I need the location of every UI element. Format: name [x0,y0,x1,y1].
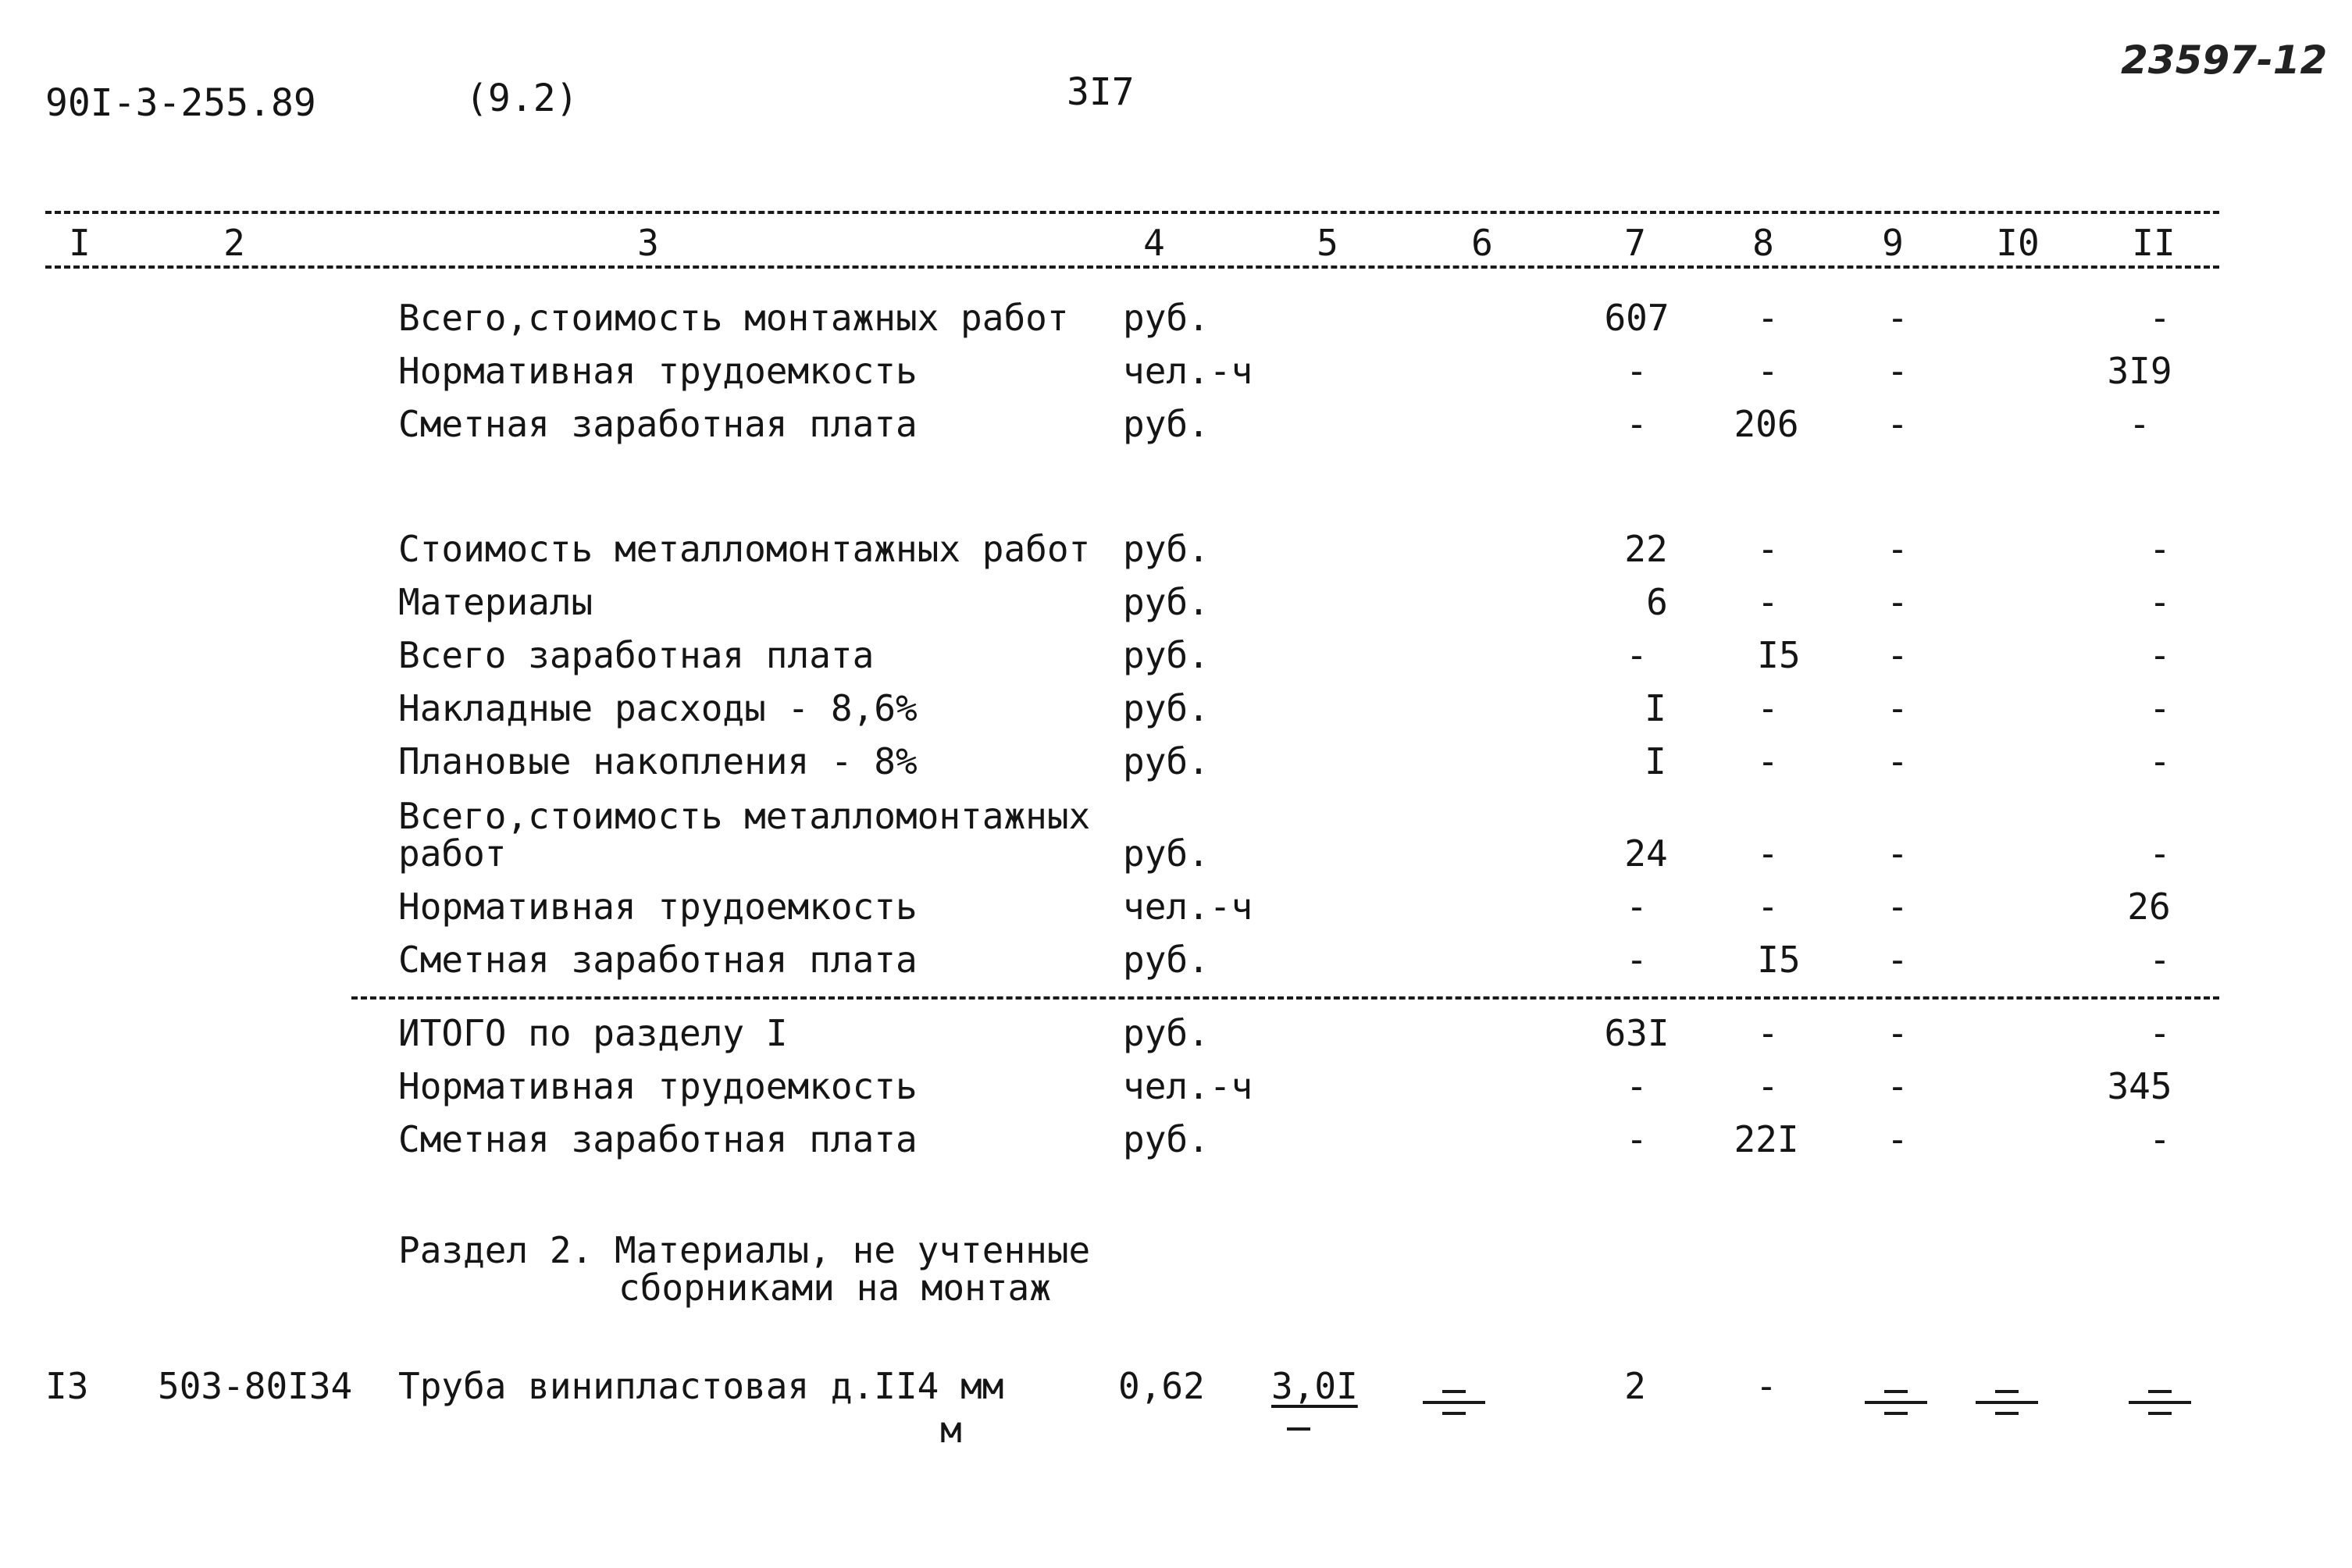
cell-col8: - [1757,1012,1779,1054]
cell-col7: - [1626,350,1648,392]
row-label: Нормативная трудоемкость [398,1065,918,1107]
cell-col9: - [1887,1118,1908,1160]
cell-col7: 22 [1624,528,1668,570]
section-2-subtitle: сборниками на монтаж [618,1267,1051,1309]
row-unit: руб. [1123,1118,1210,1160]
row-label: Плановые накопления - 8% [398,740,918,782]
cell-col8: I5 [1757,939,1801,981]
cell-col8: - [1757,528,1779,570]
cell-col11: - [2149,1118,2171,1160]
cell-col11: - [2129,403,2151,445]
col-header-1: I [69,222,91,264]
cell-col7: 24 [1624,832,1668,875]
cell-col8: - [1757,832,1779,875]
col-header-10: I0 [1996,222,2040,264]
row-unit: руб. [1123,528,1210,570]
row-label: Всего заработная плата [398,634,875,676]
cell-col7: - [1626,403,1648,445]
col-header-11: II [2132,222,2176,264]
cell-col7: 2 [1624,1365,1646,1407]
item-position-number: I3 [45,1365,89,1407]
cell-col8: - [1757,886,1779,928]
col-header-2: 2 [223,222,245,264]
cell-col8: - [1757,350,1779,392]
item-price-code: 503-80I34 [158,1365,353,1407]
cell-col9: - [1887,832,1908,875]
col-header-8: 8 [1752,222,1774,264]
cell-col11: - [2149,740,2171,782]
row-label: Нормативная трудоемкость [398,350,918,392]
cell-col9: - [1887,297,1908,339]
section-reference: (9.2) [465,77,579,120]
cell-col8: I5 [1757,634,1801,676]
price-blank-mark [1287,1427,1318,1431]
row-label: Материалы [398,581,593,623]
cell-col7: 6 [1646,581,1668,623]
cell-col11: - [2149,297,2171,339]
subtotal-rule [351,996,2219,1000]
cell-col9: - [1887,403,1908,445]
row-label: Накладные расходы - 8,6% [398,687,918,729]
cell-col7: 63I [1604,1012,1670,1054]
cell-col8: 22I [1734,1118,1799,1160]
page-number: 3I7 [1067,70,1135,114]
row-unit: руб. [1123,403,1210,445]
cell-col11: - [2149,687,2171,729]
cell-col11: - [2149,581,2171,623]
row-label-continuation: работ [398,832,507,875]
item-unit-price: 3,0I [1271,1365,1358,1407]
row-label: Нормативная трудоемкость [398,886,918,928]
cell-col9: - [1887,886,1908,928]
row-label: ИТОГО по разделу I [398,1012,788,1054]
row-label: Всего,стоимость монтажных работ [398,297,1069,339]
row-unit: чел.-ч [1123,886,1253,928]
cell-col9: - [1887,1065,1908,1107]
row-unit: руб. [1123,687,1210,729]
cell-col11: 26 [2127,886,2171,928]
item-name: Труба винипластовая д.II4 мм [398,1365,1004,1407]
cell-col9: - [1887,740,1908,782]
row-label: Сметная заработная плата [398,1118,918,1160]
row-unit: руб. [1123,297,1210,339]
col-header-5: 5 [1317,222,1338,264]
blank-fraction-col6 [1423,1390,1485,1415]
archive-number: 23597-12 [2121,37,2328,83]
col-header-3: 3 [637,222,659,264]
header-top-rule [45,211,2219,214]
row-unit: руб. [1123,939,1210,981]
cell-col11: - [2149,1012,2171,1054]
col-header-7: 7 [1624,222,1646,264]
row-unit: руб. [1123,1012,1210,1054]
cell-col8: - [1757,1065,1779,1107]
cell-col11: - [2149,528,2171,570]
cell-col8: - [1757,740,1779,782]
cell-col7: 607 [1604,297,1670,339]
item-quantity: 0,62 [1118,1365,1205,1407]
cell-col9: - [1887,528,1908,570]
document-code: 90I-3-255.89 [45,81,316,125]
row-unit: чел.-ч [1123,1065,1253,1107]
cell-col7: - [1626,634,1648,676]
row-unit: руб. [1123,740,1210,782]
row-label: Сметная заработная плата [398,939,918,981]
blank-fraction-col10 [1976,1390,2038,1415]
cell-col11: 3I9 [2107,350,2172,392]
row-unit: чел.-ч [1123,350,1253,392]
row-unit: руб. [1123,634,1210,676]
col-header-9: 9 [1882,222,1904,264]
cell-col11: - [2149,634,2171,676]
cell-col9: - [1887,634,1908,676]
cell-col7: - [1626,886,1648,928]
row-label: Сметная заработная плата [398,403,918,445]
cell-col9: - [1887,581,1908,623]
cell-col7: - [1626,1118,1648,1160]
cell-col8: - [1757,687,1779,729]
cell-col7: - [1626,1065,1648,1107]
item-unit: м [940,1409,962,1451]
row-unit: руб. [1123,581,1210,623]
cell-col11: - [2149,832,2171,875]
col-header-6: 6 [1471,222,1493,264]
row-label: Всего,стоимость металломонтажных [398,795,1091,837]
cell-col8: 206 [1734,403,1799,445]
header-bottom-rule [45,265,2219,269]
cell-col8: - [1757,297,1779,339]
col-header-4: 4 [1143,222,1165,264]
cell-col7: - [1626,939,1648,981]
cell-col8: - [1757,581,1779,623]
row-label: Стоимость металломонтажных работ [398,528,1091,570]
cell-col7: I [1645,687,1666,729]
cell-col11: 345 [2107,1065,2172,1107]
cell-col8: - [1755,1365,1777,1407]
cell-col9: - [1887,1012,1908,1054]
cell-col9: - [1887,687,1908,729]
cell-col11: - [2149,939,2171,981]
row-unit: руб. [1123,832,1210,875]
section-2-title: Раздел 2. Материалы, не учтенные [398,1229,1091,1271]
cell-col7: I [1645,740,1666,782]
cell-col9: - [1887,350,1908,392]
blank-fraction-col11 [2129,1390,2191,1415]
blank-fraction-col9 [1865,1390,1927,1415]
cell-col9: - [1887,939,1908,981]
